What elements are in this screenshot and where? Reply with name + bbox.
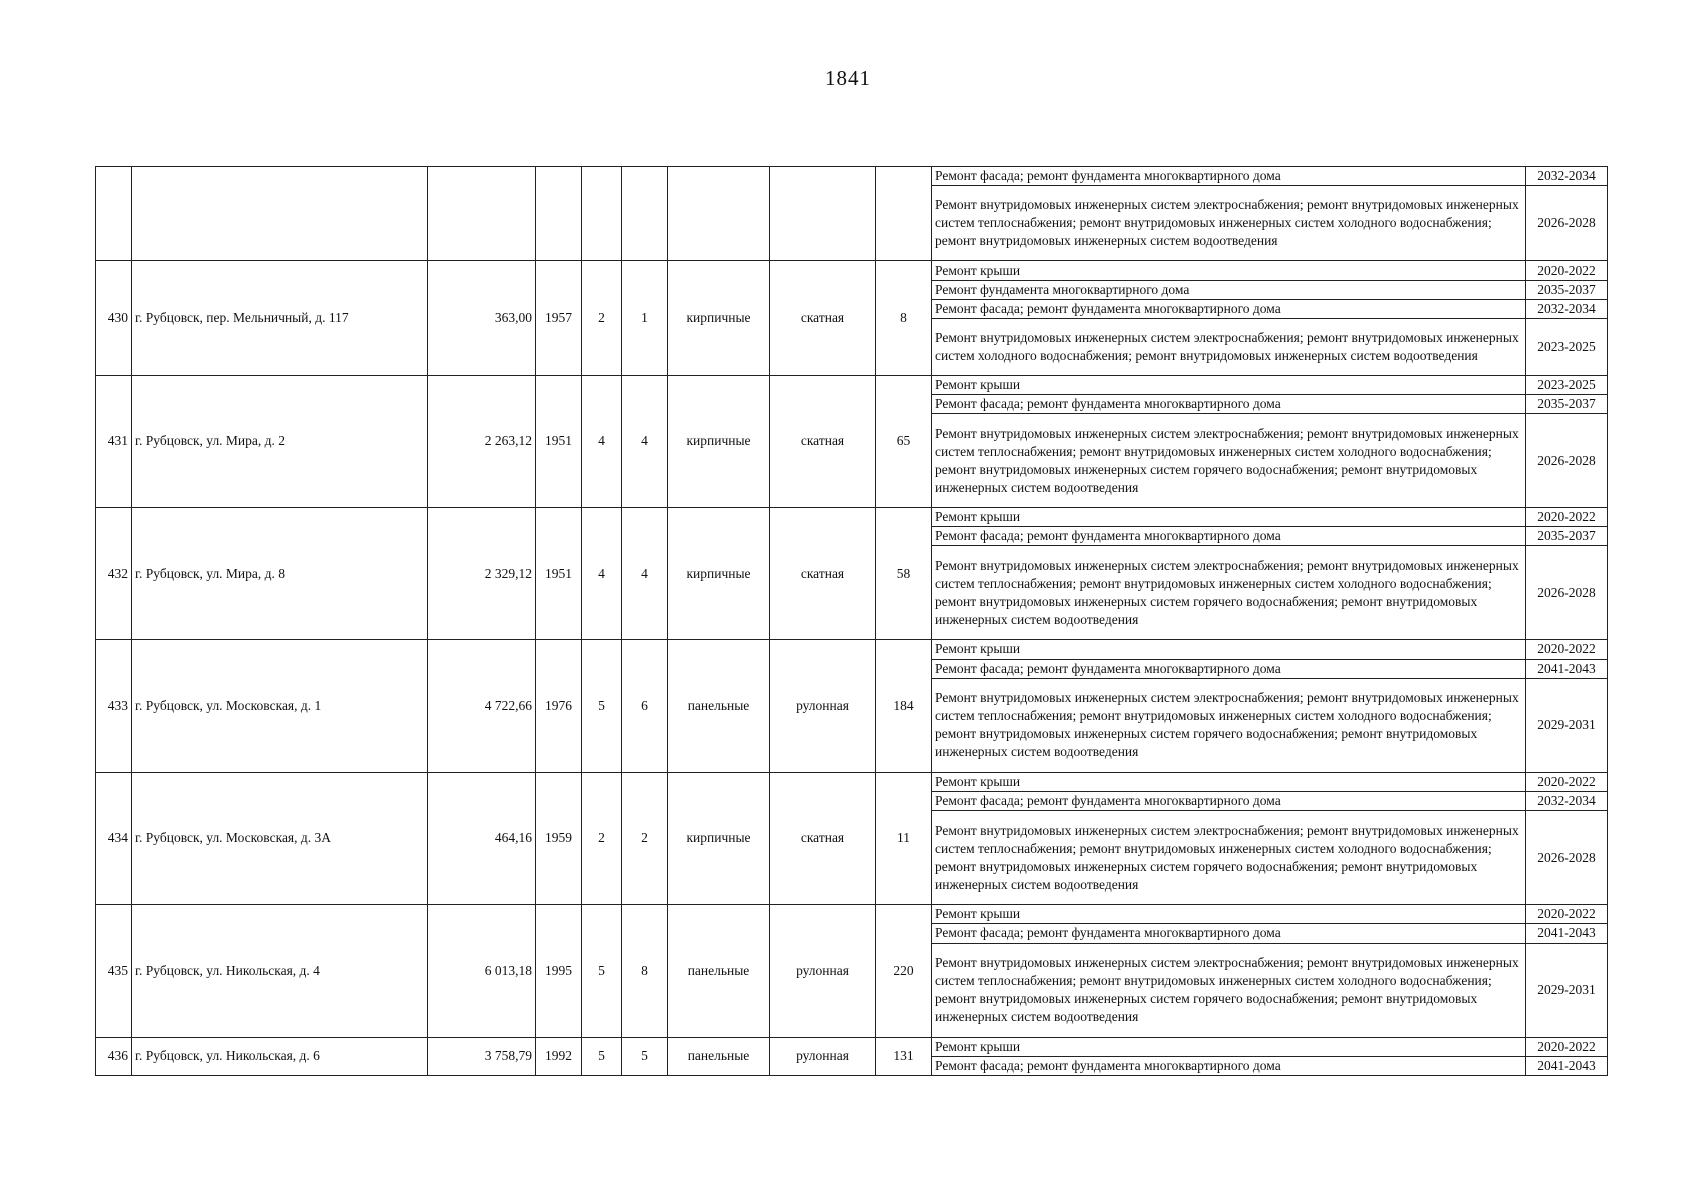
entrances-cell: 4	[622, 375, 668, 507]
work-description-cell: Ремонт фундамента многоквартирного дома	[932, 280, 1526, 299]
work-period-cell: 2041-2043	[1526, 1056, 1608, 1075]
row-number: 430	[96, 261, 132, 375]
work-period-cell: 2026-2028	[1526, 414, 1608, 508]
row-number: 433	[96, 640, 132, 772]
address-cell: г. Рубцовск, ул. Никольская, д. 4	[132, 905, 428, 1037]
work-description-cell: Ремонт внутридомовых инженерных систем электроснабжения; ремонт внутридомовых инженерных систем теплоснабжения; ремонт внутридомовых инженерных систем холодного водоснабжения; ремонт внутридомовых инженерных систем горячего водоснабжения; ремонт внутридомовых инженерных систем водоотведения	[932, 943, 1526, 1037]
work-period-cell: 2020-2022	[1526, 1037, 1608, 1056]
work-period-cell: 2041-2043	[1526, 924, 1608, 943]
roof-type-cell	[770, 167, 876, 261]
year-cell	[536, 167, 582, 261]
work-period-cell: 2026-2028	[1526, 186, 1608, 261]
entrances-cell	[622, 167, 668, 261]
roof-type-cell: скатная	[770, 772, 876, 904]
area-cell: 4 722,66	[428, 640, 536, 772]
work-period-cell: 2029-2031	[1526, 943, 1608, 1037]
work-description-cell: Ремонт крыши	[932, 772, 1526, 791]
year-cell: 1951	[536, 508, 582, 640]
address-cell	[132, 167, 428, 261]
floors-cell: 4	[582, 375, 622, 507]
table-row	[96, 1037, 1608, 1056]
work-description-cell: Ремонт фасада; ремонт фундамента многоквартирного дома	[932, 167, 1526, 186]
work-description-cell: Ремонт внутридомовых инженерных систем электроснабжения; ремонт внутридомовых инженерных систем теплоснабжения; ремонт внутридомовых инженерных систем холодного водоснабжения; ремонт внутридомовых инженерных систем горячего водоснабжения; ремонт внутридомовых инженерных систем водоотведения	[932, 678, 1526, 772]
residents-cell: 11	[876, 772, 932, 904]
address-cell: г. Рубцовск, ул. Никольская, д. 6	[132, 1037, 428, 1075]
residents-cell: 65	[876, 375, 932, 507]
work-period-cell: 2032-2034	[1526, 791, 1608, 810]
walls-material-cell: панельные	[668, 640, 770, 772]
year-cell: 1957	[536, 261, 582, 375]
floors-cell: 2	[582, 261, 622, 375]
roof-type-cell: рулонная	[770, 1037, 876, 1075]
table-row	[96, 261, 1608, 280]
row-number: 432	[96, 508, 132, 640]
residents-cell: 220	[876, 905, 932, 1037]
work-period-cell: 2032-2034	[1526, 299, 1608, 318]
work-period-cell: 2035-2037	[1526, 394, 1608, 413]
table-body	[96, 167, 1608, 1076]
residents-cell	[876, 167, 932, 261]
table-row	[96, 640, 1608, 659]
work-description-cell: Ремонт фасада; ремонт фундамента многоквартирного дома	[932, 1056, 1526, 1075]
floors-cell	[582, 167, 622, 261]
entrances-cell: 2	[622, 772, 668, 904]
residents-cell: 8	[876, 261, 932, 375]
floors-cell: 5	[582, 640, 622, 772]
address-cell: г. Рубцовск, ул. Мира, д. 8	[132, 508, 428, 640]
walls-material-cell	[668, 167, 770, 261]
work-description-cell: Ремонт крыши	[932, 261, 1526, 280]
walls-material-cell: кирпичные	[668, 261, 770, 375]
year-cell: 1951	[536, 375, 582, 507]
work-description-cell: Ремонт фасада; ремонт фундамента многоквартирного дома	[932, 527, 1526, 546]
work-description-cell: Ремонт крыши	[932, 375, 1526, 394]
area-cell: 464,16	[428, 772, 536, 904]
work-period-cell: 2020-2022	[1526, 905, 1608, 924]
floors-cell: 4	[582, 508, 622, 640]
work-description-cell: Ремонт фасада; ремонт фундамента многоквартирного дома	[932, 659, 1526, 678]
work-description-cell: Ремонт фасада; ремонт фундамента многоквартирного дома	[932, 791, 1526, 810]
work-description-cell: Ремонт внутридомовых инженерных систем электроснабжения; ремонт внутридомовых инженерных систем теплоснабжения; ремонт внутридомовых инженерных систем холодного водоснабжения; ремонт внутридомовых инженерных систем водоотведения	[932, 186, 1526, 261]
work-description-cell: Ремонт крыши	[932, 640, 1526, 659]
entrances-cell: 8	[622, 905, 668, 1037]
entrances-cell: 1	[622, 261, 668, 375]
row-number: 431	[96, 375, 132, 507]
table-row	[96, 772, 1608, 791]
row-number: 436	[96, 1037, 132, 1075]
entrances-cell: 4	[622, 508, 668, 640]
roof-type-cell: скатная	[770, 375, 876, 507]
work-period-cell: 2020-2022	[1526, 640, 1608, 659]
roof-type-cell: скатная	[770, 261, 876, 375]
area-cell: 6 013,18	[428, 905, 536, 1037]
roof-type-cell: скатная	[770, 508, 876, 640]
address-cell: г. Рубцовск, ул. Московская, д. 1	[132, 640, 428, 772]
work-period-cell: 2020-2022	[1526, 772, 1608, 791]
walls-material-cell: кирпичные	[668, 772, 770, 904]
floors-cell: 5	[582, 1037, 622, 1075]
work-period-cell: 2029-2031	[1526, 678, 1608, 772]
work-description-cell: Ремонт крыши	[932, 1037, 1526, 1056]
work-description-cell: Ремонт фасада; ремонт фундамента многоквартирного дома	[932, 394, 1526, 413]
housing-repair-table	[95, 166, 1608, 1076]
work-period-cell: 2035-2037	[1526, 280, 1608, 299]
area-cell: 2 263,12	[428, 375, 536, 507]
work-period-cell: 2026-2028	[1526, 546, 1608, 640]
address-cell: г. Рубцовск, пер. Мельничный, д. 117	[132, 261, 428, 375]
row-number: 435	[96, 905, 132, 1037]
work-period-cell: 2041-2043	[1526, 659, 1608, 678]
area-cell: 3 758,79	[428, 1037, 536, 1075]
work-description-cell: Ремонт внутридомовых инженерных систем электроснабжения; ремонт внутридомовых инженерных систем холодного водоснабжения; ремонт внутридомовых инженерных систем водоотведения	[932, 319, 1526, 376]
area-cell: 2 329,12	[428, 508, 536, 640]
walls-material-cell: панельные	[668, 905, 770, 1037]
work-description-cell: Ремонт внутридомовых инженерных систем электроснабжения; ремонт внутридомовых инженерных систем теплоснабжения; ремонт внутридомовых инженерных систем холодного водоснабжения; ремонт внутридомовых инженерных систем горячего водоснабжения; ремонт внутридомовых инженерных систем водоотведения	[932, 811, 1526, 905]
work-period-cell: 2026-2028	[1526, 811, 1608, 905]
table-row	[96, 375, 1608, 394]
work-period-cell: 2023-2025	[1526, 319, 1608, 376]
area-cell: 363,00	[428, 261, 536, 375]
work-period-cell: 2032-2034	[1526, 167, 1608, 186]
address-cell: г. Рубцовск, ул. Московская, д. 3А	[132, 772, 428, 904]
residents-cell: 184	[876, 640, 932, 772]
floors-cell: 2	[582, 772, 622, 904]
walls-material-cell: кирпичные	[668, 375, 770, 507]
work-period-cell: 2020-2022	[1526, 508, 1608, 527]
entrances-cell: 6	[622, 640, 668, 772]
year-cell: 1976	[536, 640, 582, 772]
work-description-cell: Ремонт внутридомовых инженерных систем электроснабжения; ремонт внутридомовых инженерных систем теплоснабжения; ремонт внутридомовых инженерных систем холодного водоснабжения; ремонт внутридомовых инженерных систем горячего водоснабжения; ремонт внутридомовых инженерных систем водоотведения	[932, 414, 1526, 508]
work-description-cell: Ремонт фасада; ремонт фундамента многоквартирного дома	[932, 299, 1526, 318]
area-cell	[428, 167, 536, 261]
residents-cell: 58	[876, 508, 932, 640]
row-number: 434	[96, 772, 132, 904]
table-row	[96, 508, 1608, 527]
residents-cell: 131	[876, 1037, 932, 1075]
year-cell: 1959	[536, 772, 582, 904]
roof-type-cell: рулонная	[770, 905, 876, 1037]
walls-material-cell: кирпичные	[668, 508, 770, 640]
year-cell: 1995	[536, 905, 582, 1037]
work-description-cell: Ремонт фасада; ремонт фундамента многоквартирного дома	[932, 924, 1526, 943]
table-row	[96, 905, 1608, 924]
row-number	[96, 167, 132, 261]
page-number: 1841	[825, 66, 871, 90]
roof-type-cell: рулонная	[770, 640, 876, 772]
work-period-cell: 2035-2037	[1526, 527, 1608, 546]
work-period-cell: 2023-2025	[1526, 375, 1608, 394]
floors-cell: 5	[582, 905, 622, 1037]
work-period-cell: 2020-2022	[1526, 261, 1608, 280]
work-description-cell: Ремонт крыши	[932, 508, 1526, 527]
address-cell: г. Рубцовск, ул. Мира, д. 2	[132, 375, 428, 507]
walls-material-cell: панельные	[668, 1037, 770, 1075]
work-description-cell: Ремонт внутридомовых инженерных систем электроснабжения; ремонт внутридомовых инженерных систем теплоснабжения; ремонт внутридомовых инженерных систем холодного водоснабжения; ремонт внутридомовых инженерных систем горячего водоснабжения; ремонт внутридомовых инженерных систем водоотведения	[932, 546, 1526, 640]
entrances-cell: 5	[622, 1037, 668, 1075]
year-cell: 1992	[536, 1037, 582, 1075]
work-description-cell: Ремонт крыши	[932, 905, 1526, 924]
table-row	[96, 167, 1608, 186]
